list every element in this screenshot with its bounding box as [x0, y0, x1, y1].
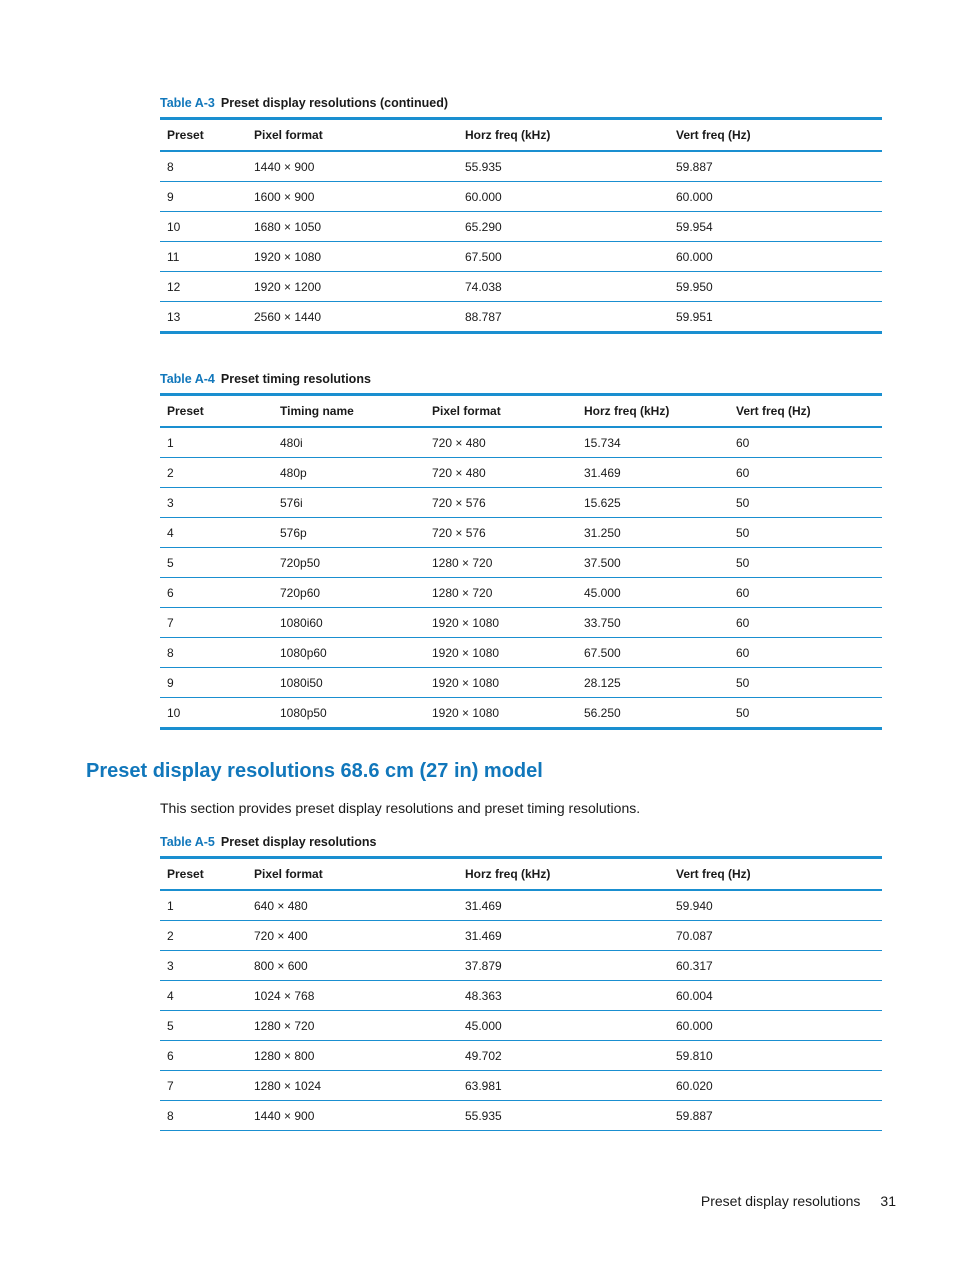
table-cell: 10: [160, 698, 273, 729]
table-header-row: [160, 395, 882, 428]
table-a4-title: Preset timing resolutions: [220, 372, 371, 386]
table-row: [160, 242, 882, 272]
table-cell: 1920 × 1080: [247, 242, 458, 272]
table-cell: 50: [729, 548, 882, 578]
table-cell: 720p60: [273, 578, 425, 608]
table-a3-title: Preset display resolutions (continued): [220, 96, 448, 110]
table-cell: 1440 × 900: [247, 151, 458, 182]
table-cell: 1080p50: [273, 698, 425, 729]
header-cell: Vert freq (Hz): [669, 119, 882, 152]
table-cell: 60.020: [669, 1071, 882, 1101]
table-row: [160, 921, 882, 951]
page-footer: [680, 1193, 896, 1209]
table-cell: 9: [160, 668, 273, 698]
table-cell: 59.940: [669, 890, 882, 921]
table-cell: 88.787: [458, 302, 669, 333]
table-cell: 3: [160, 951, 247, 981]
table-row: [160, 182, 882, 212]
table-row: [160, 981, 882, 1011]
page-number: 31: [880, 1193, 896, 1209]
table-a3-number: Table A-3: [160, 96, 215, 110]
table-row: [160, 1101, 882, 1131]
table-row: [160, 302, 882, 333]
table-cell: 5: [160, 548, 273, 578]
table-cell: 1440 × 900: [247, 1101, 458, 1131]
table-cell: 37.500: [577, 548, 729, 578]
table-cell: 10: [160, 212, 247, 242]
table-cell: 1280 × 800: [247, 1041, 458, 1071]
table-cell: 1280 × 720: [425, 578, 577, 608]
section-intro: This section provides preset display resolutions and preset timing resolutions.: [160, 800, 641, 816]
table-cell: 8: [160, 151, 247, 182]
table-cell: 576p: [273, 518, 425, 548]
table-cell: 60.000: [669, 242, 882, 272]
table-cell: 720 × 400: [247, 921, 458, 951]
table-row: [160, 458, 882, 488]
table-row: [160, 951, 882, 981]
table-cell: 67.500: [458, 242, 669, 272]
header-cell: Preset: [160, 858, 247, 891]
header-cell: Horz freq (kHz): [458, 119, 669, 152]
table-cell: 720 × 480: [425, 458, 577, 488]
table-cell: 55.935: [458, 1101, 669, 1131]
table-cell: 50: [729, 488, 882, 518]
table-cell: 63.981: [458, 1071, 669, 1101]
table-row: [160, 890, 882, 921]
table-cell: 1080i60: [273, 608, 425, 638]
table-cell: 1920 × 1080: [425, 638, 577, 668]
table-cell: 67.500: [577, 638, 729, 668]
table-cell: 576i: [273, 488, 425, 518]
table-cell: 1: [160, 890, 247, 921]
table-cell: 37.879: [458, 951, 669, 981]
table-cell: 1: [160, 427, 273, 458]
table-cell: 1280 × 1024: [247, 1071, 458, 1101]
table-cell: 1920 × 1200: [247, 272, 458, 302]
table-row: [160, 1041, 882, 1071]
table-cell: 60: [729, 638, 882, 668]
table-row: [160, 1011, 882, 1041]
table-cell: 50: [729, 698, 882, 729]
table-cell: 720 × 480: [425, 427, 577, 458]
table-cell: 2: [160, 921, 247, 951]
table-cell: 50: [729, 668, 882, 698]
table-cell: 59.887: [669, 151, 882, 182]
table-cell: 60: [729, 608, 882, 638]
table-cell: 45.000: [458, 1011, 669, 1041]
header-cell: Timing name: [273, 395, 425, 428]
table-cell: 7: [160, 608, 273, 638]
table-cell: 70.087: [669, 921, 882, 951]
table-a5-title: Preset display resolutions: [220, 835, 377, 849]
table-cell: 640 × 480: [247, 890, 458, 921]
table-row: [160, 668, 882, 698]
table-cell: 6: [160, 1041, 247, 1071]
table-a4-caption: [160, 370, 882, 388]
table-cell: 31.250: [577, 518, 729, 548]
table-row: [160, 548, 882, 578]
table-cell: 60.000: [669, 182, 882, 212]
table-row: [160, 272, 882, 302]
table-cell: 1080i50: [273, 668, 425, 698]
table-cell: 5: [160, 1011, 247, 1041]
table-row: [160, 427, 882, 458]
table-cell: 720 × 576: [425, 488, 577, 518]
table-cell: 55.935: [458, 151, 669, 182]
table-cell: 60.000: [458, 182, 669, 212]
table-a3-block: [160, 94, 882, 334]
table-row: [160, 638, 882, 668]
table-cell: 8: [160, 1101, 247, 1131]
table-row: [160, 151, 882, 182]
table-cell: 31.469: [458, 890, 669, 921]
table-cell: 48.363: [458, 981, 669, 1011]
table-a4-block: [160, 370, 882, 730]
table-cell: 49.702: [458, 1041, 669, 1071]
table-cell: 4: [160, 981, 247, 1011]
table-a5: [160, 856, 882, 1131]
table-cell: 1280 × 720: [425, 548, 577, 578]
table-cell: 60.000: [669, 1011, 882, 1041]
table-a5-caption: [160, 833, 882, 851]
table-cell: 1280 × 720: [247, 1011, 458, 1041]
section-title: Preset display resolutions 68.6 cm (27 in) model: [86, 760, 543, 782]
table-cell: 74.038: [458, 272, 669, 302]
table-cell: 31.469: [458, 921, 669, 951]
footer-label: Preset display resolutions: [700, 1193, 861, 1209]
table-row: [160, 518, 882, 548]
table-cell: 31.469: [577, 458, 729, 488]
table-cell: 1600 × 900: [247, 182, 458, 212]
table-header-row: [160, 858, 882, 891]
table-cell: 11: [160, 242, 247, 272]
table-cell: 2: [160, 458, 273, 488]
table-cell: 4: [160, 518, 273, 548]
table-row: [160, 578, 882, 608]
table-header-row: [160, 119, 882, 152]
header-cell: Preset: [160, 119, 247, 152]
table-a4: [160, 393, 882, 730]
table-cell: 1680 × 1050: [247, 212, 458, 242]
table-cell: 480p: [273, 458, 425, 488]
table-cell: 59.954: [669, 212, 882, 242]
table-row: [160, 488, 882, 518]
table-a5-block: [160, 833, 882, 1131]
table-cell: 13: [160, 302, 247, 333]
table-cell: 480i: [273, 427, 425, 458]
header-cell: Horz freq (kHz): [577, 395, 729, 428]
table-cell: 1920 × 1080: [425, 698, 577, 729]
table-cell: 60: [729, 458, 882, 488]
table-cell: 8: [160, 638, 273, 668]
table-cell: 9: [160, 182, 247, 212]
table-cell: 2560 × 1440: [247, 302, 458, 333]
table-cell: 720p50: [273, 548, 425, 578]
table-row: [160, 212, 882, 242]
table-cell: 3: [160, 488, 273, 518]
table-cell: 60.317: [669, 951, 882, 981]
table-cell: 45.000: [577, 578, 729, 608]
table-cell: 1024 × 768: [247, 981, 458, 1011]
table-a4-number: Table A-4: [160, 372, 215, 386]
table-cell: 60: [729, 427, 882, 458]
header-cell: Horz freq (kHz): [458, 858, 669, 891]
table-cell: 59.950: [669, 272, 882, 302]
header-cell: Vert freq (Hz): [669, 858, 882, 891]
table-row: [160, 1071, 882, 1101]
table-cell: 15.734: [577, 427, 729, 458]
table-row: [160, 698, 882, 729]
table-a3: [160, 117, 882, 334]
header-cell: Pixel format: [247, 858, 458, 891]
table-cell: 720 × 576: [425, 518, 577, 548]
header-cell: Pixel format: [425, 395, 577, 428]
header-cell: Pixel format: [247, 119, 458, 152]
header-cell: Preset: [160, 395, 273, 428]
table-cell: 1920 × 1080: [425, 608, 577, 638]
table-cell: 33.750: [577, 608, 729, 638]
table-row: [160, 608, 882, 638]
table-cell: 1080p60: [273, 638, 425, 668]
table-cell: 800 × 600: [247, 951, 458, 981]
table-cell: 60: [729, 578, 882, 608]
table-cell: 50: [729, 518, 882, 548]
table-a5-number: Table A-5: [160, 835, 215, 849]
table-cell: 59.810: [669, 1041, 882, 1071]
table-cell: 59.951: [669, 302, 882, 333]
table-a3-caption: [160, 94, 882, 112]
table-cell: 6: [160, 578, 273, 608]
table-cell: 28.125: [577, 668, 729, 698]
table-cell: 15.625: [577, 488, 729, 518]
table-cell: 65.290: [458, 212, 669, 242]
table-cell: 56.250: [577, 698, 729, 729]
table-cell: 12: [160, 272, 247, 302]
header-cell: Vert freq (Hz): [729, 395, 882, 428]
table-cell: 7: [160, 1071, 247, 1101]
table-cell: 1920 × 1080: [425, 668, 577, 698]
table-cell: 60.004: [669, 981, 882, 1011]
table-cell: 59.887: [669, 1101, 882, 1131]
